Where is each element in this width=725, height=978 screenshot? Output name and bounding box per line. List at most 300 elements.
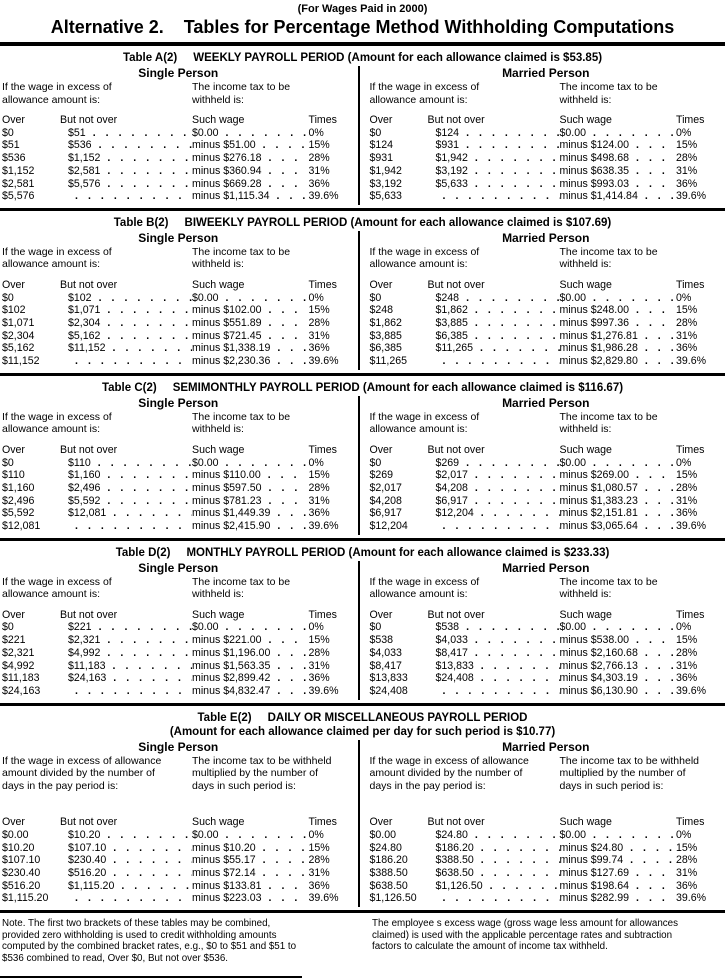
table-halves: [0, 231, 725, 370]
over-value: $538: [370, 634, 428, 647]
over-value: $102: [2, 304, 60, 317]
dot-leader: [270, 647, 306, 660]
dot-leader: [106, 342, 192, 355]
table-halves: [0, 561, 725, 700]
bracket-rows: [370, 457, 723, 533]
condition-text: [2, 411, 355, 436]
bracket-row: [2, 842, 355, 855]
such-wage-value: minus $3,065.64 .....: [560, 520, 675, 533]
times-value: 28%: [674, 317, 722, 330]
bracket-row: [2, 342, 355, 355]
person-type-heading: Single Person: [2, 740, 355, 754]
but-not-over-value: $1,862 .....: [428, 304, 560, 317]
such-wage-value: minus $133.81 .....: [192, 880, 307, 893]
such-wage-value: minus $1,115.34 .....: [192, 190, 307, 203]
dot-leader: [629, 152, 674, 165]
bracket-rows: [2, 457, 355, 533]
dot-leader: [262, 165, 307, 178]
but-not-over-value: $248 .....: [428, 292, 560, 305]
such-wage-value: minus $282.99 .....: [560, 892, 675, 905]
such-wage-value: minus $110.00 .....: [192, 469, 307, 482]
dot-leader: [468, 317, 560, 330]
bracket-rows: [2, 292, 355, 368]
over-value: $1,942: [370, 165, 428, 178]
bracket-row: [2, 854, 355, 867]
dot-leader: [468, 829, 560, 842]
bracket-row: [2, 621, 355, 634]
dot-leader: [106, 672, 192, 685]
dot-leader: [100, 317, 192, 330]
payroll-table: [0, 541, 725, 703]
bracket-row: [2, 457, 355, 470]
bracket-row: [2, 317, 355, 330]
condition-text: [370, 81, 723, 106]
dot-leader: [638, 660, 674, 673]
such-wage-value: $0.00 .....: [560, 621, 675, 634]
dot-leader: [638, 190, 674, 203]
bracket-row: [2, 634, 355, 647]
dot-leader: [270, 507, 306, 520]
but-not-over-value: $2,017 .....: [428, 469, 560, 482]
but-not-over-value: $102 .....: [60, 292, 192, 305]
dot-leader: [100, 647, 192, 660]
dot-leader: [459, 621, 559, 634]
over-value: $1,115.20: [2, 892, 60, 905]
table-title: [0, 541, 725, 560]
times-value: 36%: [674, 507, 722, 520]
bracket-rows: [370, 292, 723, 368]
table-halves: [0, 66, 725, 205]
times-value: 28%: [674, 482, 722, 495]
condition-left: If the wage in excess of allowance amount is:: [2, 81, 192, 106]
dot-leader: [474, 854, 560, 867]
condition-text: [2, 81, 355, 106]
dot-leader: [106, 842, 192, 855]
col-header-but-not-over: But not over: [60, 114, 192, 127]
over-value: $4,208: [370, 495, 428, 508]
col-header-but-not-over: But not over: [428, 279, 560, 292]
bracket-row: [370, 647, 723, 660]
over-value: $2,496: [2, 495, 60, 508]
dot-leader: [100, 829, 192, 842]
col-header-over: Over: [370, 279, 428, 292]
dot-leader: [270, 520, 306, 533]
condition-text: [2, 755, 355, 793]
such-wage-value: minus $24.80 .....: [560, 842, 675, 855]
dot-leader: [219, 829, 307, 842]
person-type-heading: Married Person: [370, 66, 723, 80]
bracket-row: [370, 457, 723, 470]
dot-leader: [638, 685, 674, 698]
times-value: 39.6%: [674, 685, 722, 698]
bracket-row: [2, 507, 355, 520]
but-not-over-value: [60, 520, 192, 533]
dot-leader: [629, 867, 674, 880]
bracket-row: [370, 342, 723, 355]
such-wage-value: minus $781.23 .....: [192, 495, 307, 508]
bracket-row: [2, 672, 355, 685]
over-value: $124: [370, 139, 428, 152]
dot-leader: [483, 880, 560, 893]
dot-leader: [638, 482, 674, 495]
such-wage-value: minus $1,449.39 .....: [192, 507, 307, 520]
table-period-line2: (Amount for each allowance claimed per day for such period is $10.77): [0, 725, 725, 739]
over-value: $51: [2, 139, 60, 152]
dot-leader: [219, 127, 307, 140]
but-not-over-value: [428, 190, 560, 203]
but-not-over-value: $388.50 .....: [428, 854, 560, 867]
dot-leader: [638, 647, 674, 660]
dot-leader: [629, 317, 674, 330]
such-wage-value: minus $248.00 .....: [560, 304, 675, 317]
person-type-heading: Single Person: [2, 396, 355, 410]
over-value: $248: [370, 304, 428, 317]
times-value: 36%: [307, 880, 355, 893]
dot-leader: [262, 482, 307, 495]
but-not-over-value: [60, 190, 192, 203]
dot-leader: [629, 139, 674, 152]
table-name: Table E(2): [198, 712, 252, 724]
such-wage-value: $0.00 .....: [560, 292, 675, 305]
condition-left: If the wage in excess of allowance amount is:: [370, 246, 560, 271]
over-value: $1,071: [2, 317, 60, 330]
dot-leader: [100, 178, 192, 191]
times-value: 39.6%: [307, 892, 355, 905]
over-value: $13,833: [370, 672, 428, 685]
over-value: $2,017: [370, 482, 428, 495]
dot-leader: [219, 292, 307, 305]
dot-leader: [100, 469, 192, 482]
such-wage-value: minus $721.45 .....: [192, 330, 307, 343]
dot-leader: [629, 469, 674, 482]
dot-leader: [629, 304, 674, 317]
dot-leader: [459, 292, 559, 305]
dot-leader: [436, 520, 560, 533]
over-value: $516.20: [2, 880, 60, 893]
dot-leader: [68, 685, 192, 698]
married-person-section: [360, 66, 725, 205]
such-wage-value: minus $498.68 .....: [560, 152, 675, 165]
but-not-over-value: $1,126.50 .....: [428, 880, 560, 893]
times-value: 36%: [307, 672, 355, 685]
table-title: [0, 211, 725, 230]
col-header-times: Times: [674, 279, 722, 292]
dot-leader: [468, 469, 560, 482]
table-period: SEMIMONTHLY PAYROLL PERIOD (Amount for each allowance claimed is $116.67): [173, 382, 623, 394]
but-not-over-value: [428, 892, 560, 905]
condition-text: [370, 576, 723, 601]
but-not-over-value: $24.80 .....: [428, 829, 560, 842]
times-value: 0%: [674, 829, 722, 842]
times-value: 31%: [307, 660, 355, 673]
dot-leader: [262, 495, 307, 508]
over-value: $1,862: [370, 317, 428, 330]
times-value: 31%: [674, 495, 722, 508]
col-header-over: Over: [2, 816, 60, 829]
column-headers: [370, 609, 723, 622]
such-wage-value: minus $198.64 .....: [560, 880, 675, 893]
wages-paid-subtitle: (For Wages Paid in 2000): [0, 0, 725, 16]
bracket-rows: [2, 127, 355, 203]
dot-leader: [436, 685, 560, 698]
col-header-such-wage: Such wage: [560, 444, 675, 457]
person-type-heading: Married Person: [370, 396, 723, 410]
col-header-such-wage: Such wage: [560, 114, 675, 127]
over-value: $5,633: [370, 190, 428, 203]
bracket-row: [370, 139, 723, 152]
dot-leader: [270, 190, 307, 203]
dot-leader: [270, 660, 306, 673]
but-not-over-value: $186.20 .....: [428, 842, 560, 855]
over-value: $931: [370, 152, 428, 165]
such-wage-value: minus $360.94 .....: [192, 165, 307, 178]
dot-leader: [256, 842, 307, 855]
bracket-row: [370, 520, 723, 533]
bracket-row: [370, 482, 723, 495]
times-value: 28%: [307, 152, 355, 165]
dot-leader: [262, 892, 307, 905]
dot-leader: [262, 304, 307, 317]
times-value: 36%: [307, 507, 355, 520]
col-header-over: Over: [370, 114, 428, 127]
bracket-row: [370, 152, 723, 165]
bracket-row: [370, 190, 723, 203]
bracket-row: [2, 660, 355, 673]
times-value: 0%: [674, 292, 722, 305]
dot-leader: [262, 634, 307, 647]
times-value: 36%: [674, 178, 722, 191]
dot-leader: [623, 842, 674, 855]
dot-leader: [459, 139, 559, 152]
but-not-over-value: $536 .....: [60, 139, 192, 152]
dot-leader: [586, 127, 674, 140]
dot-leader: [68, 190, 192, 203]
bracket-row: [370, 892, 723, 905]
bracket-row: [370, 469, 723, 482]
single-person-section: [0, 66, 360, 205]
dot-leader: [100, 165, 192, 178]
col-header-over: Over: [370, 816, 428, 829]
bracket-row: [2, 829, 355, 842]
times-value: 15%: [307, 469, 355, 482]
over-value: $0: [2, 621, 60, 634]
times-value: 0%: [307, 127, 355, 140]
over-value: $1,160: [2, 482, 60, 495]
but-not-over-value: $638.50 .....: [428, 867, 560, 880]
such-wage-value: $0.00 .....: [560, 457, 675, 470]
but-not-over-value: $1,115.20 .....: [60, 880, 192, 893]
dot-leader: [270, 672, 306, 685]
dot-leader: [100, 495, 192, 508]
but-not-over-value: $3,885 .....: [428, 317, 560, 330]
such-wage-value: minus $55.17 .....: [192, 854, 307, 867]
dot-leader: [270, 685, 306, 698]
condition-left: If the wage in excess of allowance amount is:: [370, 576, 560, 601]
times-value: 36%: [674, 342, 722, 355]
times-value: 28%: [307, 854, 355, 867]
column-headers: [2, 444, 355, 457]
bracket-row: [2, 867, 355, 880]
but-not-over-value: $51 .....: [60, 127, 192, 140]
times-value: 15%: [674, 842, 722, 855]
col-header-but-not-over: But not over: [428, 609, 560, 622]
table-title: [0, 706, 725, 725]
such-wage-value: minus $4,832.47 .....: [192, 685, 307, 698]
person-type-heading: Single Person: [2, 561, 355, 575]
bracket-row: [370, 685, 723, 698]
such-wage-value: minus $269.00 .....: [560, 469, 675, 482]
column-headers: [370, 114, 723, 127]
but-not-over-value: $11,152 .....: [60, 342, 192, 355]
but-not-over-value: [428, 520, 560, 533]
col-header-such-wage: Such wage: [192, 609, 307, 622]
page-header: [0, 0, 725, 42]
dot-leader: [468, 647, 560, 660]
such-wage-value: $0.00 .....: [192, 292, 307, 305]
col-header-over: Over: [2, 444, 60, 457]
dot-leader: [638, 495, 674, 508]
but-not-over-value: $11,265 .....: [428, 342, 560, 355]
bracket-row: [370, 304, 723, 317]
over-value: $2,321: [2, 647, 60, 660]
over-value: $0: [370, 457, 428, 470]
dot-leader: [586, 829, 674, 842]
bracket-row: [370, 317, 723, 330]
such-wage-value: minus $2,230.36 .....: [192, 355, 307, 368]
such-wage-value: minus $1,986.28 .....: [560, 342, 675, 355]
dot-leader: [92, 139, 192, 152]
such-wage-value: minus $2,151.81 .....: [560, 507, 675, 520]
over-value: $4,033: [370, 647, 428, 660]
condition-text: [2, 576, 355, 601]
table-name: Table D(2): [116, 547, 171, 559]
bracket-row: [370, 355, 723, 368]
col-header-times: Times: [674, 114, 722, 127]
dot-leader: [100, 634, 192, 647]
dot-leader: [106, 507, 192, 520]
times-value: 0%: [307, 621, 355, 634]
over-value: $1,126.50: [370, 892, 428, 905]
bracket-row: [370, 507, 723, 520]
condition-left: If the wage in excess of allowance amount is:: [370, 411, 560, 436]
bracket-row: [2, 178, 355, 191]
over-value: $2,304: [2, 330, 60, 343]
over-value: $6,917: [370, 507, 428, 520]
times-value: 0%: [674, 127, 722, 140]
over-value: $0.00: [2, 829, 60, 842]
bracket-row: [370, 672, 723, 685]
dot-leader: [262, 330, 307, 343]
condition-right: The income tax to be withheld is:: [192, 576, 355, 601]
col-header-times: Times: [307, 609, 355, 622]
over-value: $0: [2, 457, 60, 470]
col-header-over: Over: [370, 444, 428, 457]
over-value: $12,204: [370, 520, 428, 533]
such-wage-value: minus $223.03 .....: [192, 892, 307, 905]
but-not-over-value: $8,417 .....: [428, 647, 560, 660]
but-not-over-value: $6,917 .....: [428, 495, 560, 508]
table-halves: [0, 740, 725, 907]
condition-left: If the wage in excess of allowance amount divided by the number of days in the pay period is:: [2, 755, 192, 793]
such-wage-value: minus $1,080.57 .....: [560, 482, 675, 495]
such-wage-value: $0.00 .....: [192, 457, 307, 470]
but-not-over-value: $12,081 .....: [60, 507, 192, 520]
col-header-but-not-over: But not over: [428, 816, 560, 829]
dot-leader: [474, 672, 560, 685]
but-not-over-value: $5,576 .....: [60, 178, 192, 191]
times-value: 15%: [307, 634, 355, 647]
but-not-over-value: $1,071 .....: [60, 304, 192, 317]
dot-leader: [270, 355, 306, 368]
times-value: 31%: [674, 330, 722, 343]
dot-leader: [100, 330, 192, 343]
bracket-row: [370, 880, 723, 893]
such-wage-value: $0.00 .....: [560, 127, 675, 140]
dot-leader: [586, 292, 674, 305]
bracket-row: [2, 495, 355, 508]
such-wage-value: minus $2,160.68 .....: [560, 647, 675, 660]
such-wage-value: minus $127.69 .....: [560, 867, 675, 880]
dot-leader: [219, 457, 307, 470]
page-title-main: Tables for Percentage Method Withholding Computations: [184, 17, 675, 37]
dot-leader: [629, 178, 674, 191]
bracket-row: [370, 660, 723, 673]
but-not-over-value: $2,321 .....: [60, 634, 192, 647]
over-value: $24.80: [370, 842, 428, 855]
such-wage-value: $0.00 .....: [560, 829, 675, 842]
but-not-over-value: $230.40 .....: [60, 854, 192, 867]
times-value: 39.6%: [307, 355, 355, 368]
person-type-heading: Married Person: [370, 740, 723, 754]
tables-container: [0, 46, 725, 913]
such-wage-value: minus $2,899.42 .....: [192, 672, 307, 685]
person-type-heading: Single Person: [2, 66, 355, 80]
dot-leader: [474, 842, 560, 855]
dot-leader: [468, 330, 560, 343]
such-wage-value: minus $638.35 .....: [560, 165, 675, 178]
table-title: [0, 376, 725, 395]
condition-right: The income tax to be withheld multiplied by the number of days in such period is:: [560, 755, 723, 793]
bracket-row: [2, 190, 355, 203]
dot-leader: [459, 457, 559, 470]
bracket-row: [2, 292, 355, 305]
over-value: $107.10: [2, 854, 60, 867]
such-wage-value: minus $551.89 .....: [192, 317, 307, 330]
over-value: $388.50: [370, 867, 428, 880]
dot-leader: [468, 495, 560, 508]
over-value: $0: [2, 127, 60, 140]
but-not-over-value: $24,163 .....: [60, 672, 192, 685]
condition-right: The income tax to be withheld is:: [192, 246, 355, 271]
condition-right: The income tax to be withheld is:: [560, 246, 723, 271]
condition-text: [370, 246, 723, 271]
such-wage-value: minus $276.18 .....: [192, 152, 307, 165]
dot-leader: [638, 330, 674, 343]
times-value: 39.6%: [674, 520, 722, 533]
married-person-section: [360, 396, 725, 535]
condition-right: The income tax to be withheld multiplied by the number of days in such period is:: [192, 755, 355, 793]
col-header-but-not-over: But not over: [60, 609, 192, 622]
dot-leader: [474, 507, 560, 520]
condition-left: If the wage in excess of allowance amount is:: [2, 246, 192, 271]
over-value: $11,152: [2, 355, 60, 368]
col-header-times: Times: [674, 816, 722, 829]
column-headers: [2, 279, 355, 292]
times-value: 15%: [307, 139, 355, 152]
condition-right: The income tax to be withheld is:: [560, 576, 723, 601]
but-not-over-value: $6,385 .....: [428, 330, 560, 343]
single-person-section: [0, 561, 360, 700]
